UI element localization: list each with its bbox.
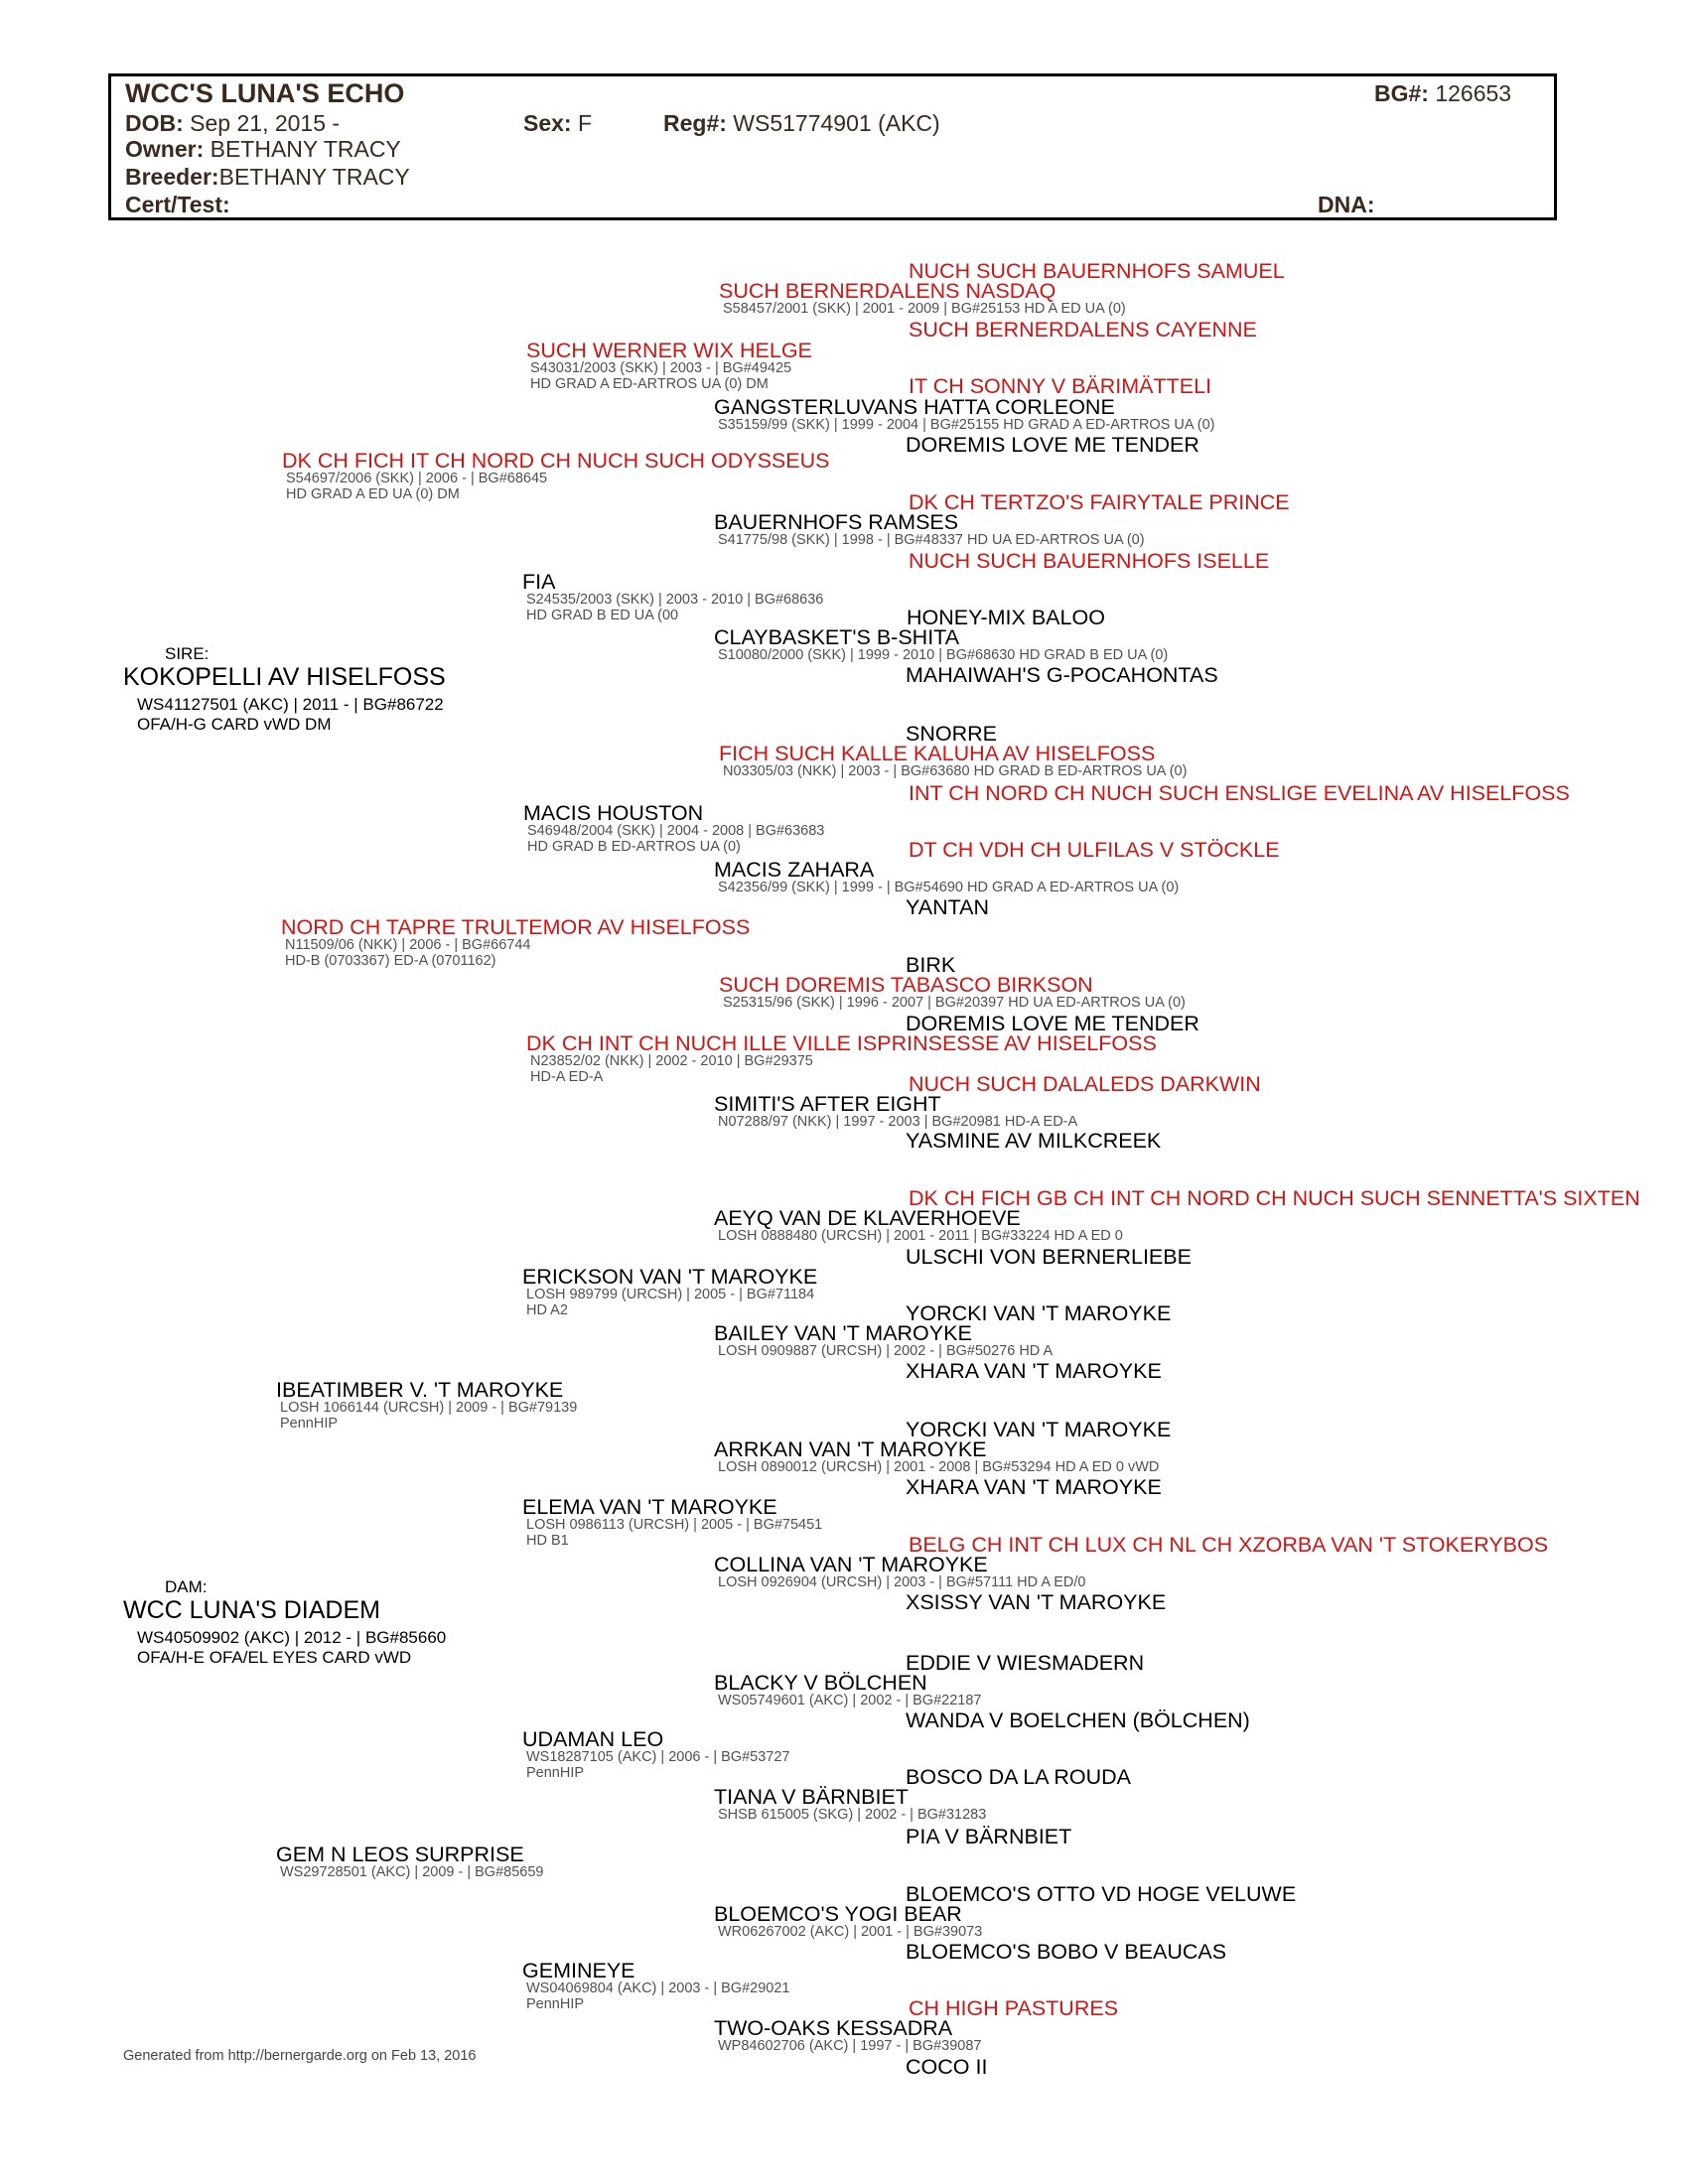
pedigree-detail-line: HD GRAD B ED-ARTROS UA (0) [527, 839, 741, 856]
pedigree-dog-details [530, 360, 791, 392]
breeder-value: BETHANY TRACY [218, 164, 410, 190]
pedigree-dog-name: SIMITI'S AFTER EIGHT [714, 1092, 941, 1116]
pedigree-dog-name: XSISSY VAN 'T MAROYKE [906, 1590, 1167, 1614]
pedigree-dog-name: PIA V BÄRNBIET [906, 1825, 1072, 1848]
pedigree-dog-name: TWO-OAKS KESSADRA [714, 2016, 953, 2040]
pedigree-dog-name: SUCH DOREMIS TABASCO BIRKSON [719, 973, 1093, 997]
pedigree-detail-line: N23852/02 (NKK) | 2002 - 2010 | BG#29375 [530, 1053, 813, 1069]
pedigree-dog-details [137, 1628, 446, 1669]
pedigree-detail-line: LOSH 1066144 (URCSH) | 2009 - | BG#79139 [280, 1400, 578, 1416]
pedigree-dog-name: SUCH BERNERDALENS CAYENNE [909, 318, 1257, 341]
pedigree-dog-details [530, 1053, 813, 1085]
pedigree-dog-name: DK CH TERTZO'S FAIRYTALE PRINCE [909, 490, 1290, 514]
pedigree-dog-details [718, 647, 1168, 663]
pedigree-dog-details [723, 301, 1126, 317]
breeder-label: Breeder: [125, 164, 219, 190]
pedigree-dog-name: XHARA VAN 'T MAROYKE [906, 1475, 1162, 1499]
pedigree-dog-name: BIRK [906, 953, 956, 977]
pedigree-dog-name: INT CH NORD CH NUCH SUCH ENSLIGE EVELINA AV HISELFOSS [909, 781, 1570, 805]
pedigree-dog-name: NORD CH TAPRE TRULTEMOR AV HISELFOSS [281, 915, 751, 939]
dog-header-box [108, 73, 1557, 220]
pedigree-detail-line: WS41127501 (AKC) | 2011 - | BG#86722 [137, 695, 444, 714]
pedigree-detail-line: N03305/03 (NKK) | 2003 - | BG#63680 HD GRAD B ED-ARTROS UA (0) [723, 763, 1188, 779]
sire-label: SIRE: [165, 644, 210, 663]
pedigree-detail-line: S46948/2004 (SKK) | 2004 - 2008 | BG#63683 [527, 823, 825, 839]
pedigree-dog-name: COLLINA VAN 'T MAROYKE [714, 1553, 988, 1576]
dob-value: Sep 21, 2015 - [190, 110, 341, 136]
pedigree-detail-line: LOSH 0926904 (URCSH) | 2003 - | BG#57111 HD A ED/0 [718, 1574, 1086, 1590]
pedigree-dog-name: BLACKY V BÖLCHEN [714, 1671, 927, 1695]
pedigree-dog-name: YORCKI VAN 'T MAROYKE [906, 1301, 1172, 1325]
pedigree-detail-line: PennHIP [526, 1765, 585, 1782]
pedigree-dog-details [718, 2038, 981, 2054]
reg-field [663, 110, 940, 137]
pedigree-detail-line: WR06267002 (AKC) | 2001 - | BG#39073 [718, 1924, 983, 1940]
pedigree-dog-name: NUCH SUCH DALALEDS DARKWIN [909, 1072, 1261, 1096]
pedigree-detail-line: HD B1 [526, 1533, 569, 1550]
bg-field [1374, 80, 1511, 107]
pedigree-dog-details [285, 937, 530, 969]
dob-field [125, 110, 340, 137]
pedigree-dog-name: GANGSTERLUVANS HATTA CORLEONE [714, 395, 1115, 419]
pedigree-dog-name: CLAYBASKET'S B-SHITA [714, 625, 960, 649]
pedigree-dog-name: KOKOPELLI AV HISELFOSS [123, 663, 446, 691]
pedigree-dog-details [718, 1114, 1077, 1130]
pedigree-detail-line: LOSH 0890012 (URCSH) | 2001 - 2008 | BG#53294 HD A ED 0 vWD [718, 1459, 1160, 1475]
dna-label: DNA: [1318, 192, 1375, 217]
pedigree-dog-details [280, 1400, 577, 1432]
pedigree-detail-line: HD GRAD B ED UA (00 [526, 608, 679, 624]
pedigree-dog-details [718, 1924, 982, 1940]
pedigree-dog-details [527, 823, 824, 855]
pedigree-dog-name: COCO II [906, 2055, 988, 2079]
breeder-field [125, 164, 410, 191]
reg-value: WS51774901 (AKC) [733, 110, 940, 136]
pedigree-detail-line: WS18287105 (AKC) | 2006 - | BG#53727 [526, 1749, 790, 1765]
pedigree-dog-name: BOSCO DA LA ROUDA [906, 1765, 1132, 1789]
pedigree-dog-name: BAUERNHOFS RAMSES [714, 510, 959, 534]
pedigree-dog-name: SUCH WERNER WIX HELGE [526, 339, 812, 362]
pedigree-dog-name: HONEY-MIX BALOO [907, 606, 1105, 629]
pedigree-detail-line: WP84602706 (AKC) | 1997 - | BG#39087 [718, 2038, 982, 2054]
pedigree-detail-line: HD GRAD A ED-ARTROS UA (0) DM [530, 376, 769, 393]
pedigree-dog-name: BLOEMCO'S YOGI BEAR [714, 1902, 962, 1926]
dna-field [1318, 192, 1375, 218]
pedigree-dog-name: DOREMIS LOVE ME TENDER [906, 433, 1199, 457]
pedigree-dog-name: AEYQ VAN DE KLAVERHOEVE [714, 1206, 1021, 1230]
pedigree-dog-details [526, 1749, 789, 1781]
bg-label: BG#: [1374, 80, 1429, 106]
pedigree-dog-details [526, 1517, 822, 1549]
pedigree-dog-name: YASMINE AV MILKCREEK [906, 1129, 1162, 1153]
pedigree-detail-line: S10080/2000 (SKK) | 1999 - 2010 | BG#68630 HD GRAD B ED UA (0) [718, 647, 1169, 663]
pedigree-dog-name: FIA [522, 570, 556, 594]
pedigree-detail-line: WS40509902 (AKC) | 2012 - | BG#85660 [137, 1628, 447, 1647]
pedigree-detail-line: S25315/96 (SKK) | 1996 - 2007 | BG#20397 HD UA ED-ARTROS UA (0) [723, 995, 1186, 1011]
pedigree-detail-line: S54697/2006 (SKK) | 2006 - | BG#68645 [286, 471, 548, 486]
footer-note: Generated from http://bernergarde.org on Feb 13, 2016 [123, 2048, 477, 2064]
pedigree-detail-line: LOSH 0909887 (URCSH) | 2002 - | BG#50276 HD A [718, 1343, 1054, 1359]
pedigree-dog-name: UDAMAN LEO [522, 1727, 664, 1751]
pedigree-dog-details [718, 1459, 1159, 1475]
pedigree-dog-details [718, 1807, 986, 1823]
sex-label: Sex: [523, 110, 572, 136]
pedigree-detail-line: LOSH 0986113 (URCSH) | 2005 - | BG#75451 [526, 1517, 823, 1533]
pedigree-detail-line: WS05749601 (AKC) | 2002 - | BG#22187 [718, 1693, 982, 1708]
pedigree-dog-name: SUCH BERNERDALENS NASDAQ [719, 279, 1056, 303]
pedigree-dog-details [718, 532, 1145, 548]
cert-field [125, 192, 230, 218]
pedigree-detail-line: HD-B (0703367) ED-A (0701162) [285, 953, 496, 970]
pedigree-dog-name: DK CH FICH GB CH INT CH NORD CH NUCH SUCH SENNETTA'S SIXTEN [909, 1186, 1640, 1210]
pedigree-dog-name: IBEATIMBER V. 'T MAROYKE [276, 1378, 564, 1402]
pedigree-dog-name: XHARA VAN 'T MAROYKE [906, 1359, 1162, 1383]
pedigree-detail-line: S42356/99 (SKK) | 1999 - | BG#54690 HD GRAD A ED-ARTROS UA (0) [718, 880, 1180, 895]
pedigree-detail-line: LOSH 0888480 (URCSH) | 2001 - 2011 | BG#33224 HD A ED 0 [718, 1228, 1123, 1244]
pedigree-detail-line: PennHIP [526, 1996, 585, 2013]
pedigree-detail-line: HD-A ED-A [530, 1069, 604, 1086]
pedigree-dog-name: MACIS HOUSTON [523, 801, 704, 825]
pedigree-dog-name: DK CH FICH IT CH NORD CH NUCH SUCH ODYSSEUS [282, 449, 830, 473]
pedigree-detail-line: S35159/99 (SKK) | 1999 - 2004 | BG#25155 HD GRAD A ED-ARTROS UA (0) [718, 417, 1215, 433]
pedigree-detail-line: N11509/06 (NKK) | 2006 - | BG#66744 [285, 937, 531, 953]
dam-label: DAM: [165, 1577, 208, 1596]
pedigree-dog-details [723, 763, 1187, 779]
pedigree-dog-details [286, 471, 547, 502]
owner-value: BETHANY TRACY [210, 136, 401, 162]
pedigree-dog-details [526, 1287, 814, 1318]
pedigree-dog-name: WCC LUNA'S DIADEM [123, 1596, 380, 1624]
pedigree-dog-details [718, 1228, 1123, 1244]
owner-label: Owner: [125, 136, 205, 162]
pedigree-dog-name: NUCH SUCH BAUERNHOFS SAMUEL [909, 259, 1285, 283]
pedigree-dog-name: NUCH SUCH BAUERNHOFS ISELLE [909, 549, 1270, 573]
pedigree-dog-name: YORCKI VAN 'T MAROYKE [906, 1418, 1172, 1441]
pedigree-detail-line: SHSB 615005 (SKG) | 2002 - | BG#31283 [718, 1807, 987, 1823]
pedigree-dog-details [718, 1574, 1086, 1590]
pedigree-dog-details [718, 1343, 1053, 1359]
cert-label: Cert/Test: [125, 192, 230, 217]
pedigree-dog-details [280, 1864, 543, 1880]
pedigree-dog-name: BLOEMCO'S BOBO V BEAUCAS [906, 1940, 1227, 1964]
pedigree-dog-name: ARRKAN VAN 'T MAROYKE [714, 1437, 987, 1461]
pedigree-dog-details [137, 695, 444, 736]
pedigree-dog-name: TIANA V BÄRNBIET [714, 1785, 909, 1809]
pedigree-dog-name: YANTAN [906, 895, 990, 919]
pedigree-dog-name: DK CH INT CH NUCH ILLE VILLE ISPRINSESSE AV HISELFOSS [526, 1031, 1157, 1055]
pedigree-dog-name: MACIS ZAHARA [714, 858, 875, 882]
pedigree-detail-line: HD A2 [526, 1302, 568, 1319]
pedigree-dog-details [723, 995, 1186, 1011]
pedigree-detail-line: S41775/98 (SKK) | 1998 - | BG#48337 HD UA ED-ARTROS UA (0) [718, 532, 1145, 548]
sex-value: F [577, 110, 593, 136]
pedigree-detail-line: OFA/H-G CARD vWD DM [137, 715, 332, 735]
pedigree-dog-name: DT CH VDH CH ULFILAS V STÖCKLE [909, 838, 1280, 862]
sex-field [523, 110, 592, 137]
pedigree-detail-line: S43031/2003 (SKK) | 2003 - | BG#49425 [530, 360, 792, 376]
pedigree-dog-name: CH HIGH PASTURES [909, 1996, 1119, 2020]
pedigree-dog-name: ELEMA VAN 'T MAROYKE [522, 1495, 777, 1519]
pedigree-detail-line: N07288/97 (NKK) | 1997 - 2003 | BG#20981 HD-A ED-A [718, 1114, 1078, 1130]
owner-field [125, 136, 401, 163]
pedigree-dog-details [526, 592, 823, 623]
pedigree-dog-details [718, 1693, 981, 1708]
pedigree-dog-name: GEMINEYE [522, 1959, 635, 1982]
pedigree-detail-line: WS04069804 (AKC) | 2003 - | BG#29021 [526, 1980, 790, 1996]
pedigree-dog-details [718, 880, 1179, 895]
pedigree-dog-name: EDDIE V WIESMADERN [906, 1651, 1145, 1675]
pedigree-dog-name: WANDA V BOELCHEN (BÖLCHEN) [906, 1708, 1250, 1732]
pedigree-detail-line: S24535/2003 (SKK) | 2003 - 2010 | BG#68636 [526, 592, 824, 608]
bg-value: 126653 [1435, 80, 1512, 106]
pedigree-detail-line: HD GRAD A ED UA (0) DM [286, 486, 460, 503]
pedigree-dog-name: GEM N LEOS SURPRISE [276, 1843, 524, 1866]
pedigree-detail-line: WS29728501 (AKC) | 2009 - | BG#85659 [280, 1864, 544, 1880]
pedigree-dog-name: MAHAIWAH'S G-POCAHONTAS [906, 663, 1218, 687]
pedigree-detail-line: PennHIP [280, 1416, 339, 1433]
dog-name: WCC'S LUNA'S ECHO [125, 78, 405, 108]
pedigree-dog-name: ERICKSON VAN 'T MAROYKE [522, 1265, 818, 1289]
pedigree-dog-name: BELG CH INT CH LUX CH NL CH XZORBA VAN 'T STOKERYBOS [909, 1533, 1549, 1557]
pedigree-dog-name: BAILEY VAN 'T MAROYKE [714, 1321, 972, 1345]
pedigree-dog-details [526, 1980, 789, 2012]
pedigree-dog-name: BLOEMCO'S OTTO VD HOGE VELUWE [906, 1882, 1297, 1906]
pedigree-dog-name: SNORRE [906, 722, 997, 746]
reg-label: Reg#: [663, 110, 727, 136]
pedigree-dog-name: DOREMIS LOVE ME TENDER [906, 1012, 1199, 1035]
pedigree-dog-name: FICH SUCH KALLE KALUHA AV HISELFOSS [719, 742, 1156, 765]
dob-label: DOB: [125, 110, 184, 136]
pedigree-detail-line: LOSH 989799 (URCSH) | 2005 - | BG#71184 [526, 1287, 815, 1302]
pedigree-dog-name: IT CH SONNY V BÄRIMÄTTELI [909, 374, 1212, 398]
pedigree-detail-line: S58457/2001 (SKK) | 2001 - 2009 | BG#25153 HD A ED UA (0) [723, 301, 1126, 317]
pedigree-dog-details [718, 417, 1215, 433]
pedigree-detail-line: OFA/H-E OFA/EL EYES CARD vWD [137, 1648, 412, 1668]
pedigree-dog-name: ULSCHI VON BERNERLIEBE [906, 1245, 1192, 1269]
